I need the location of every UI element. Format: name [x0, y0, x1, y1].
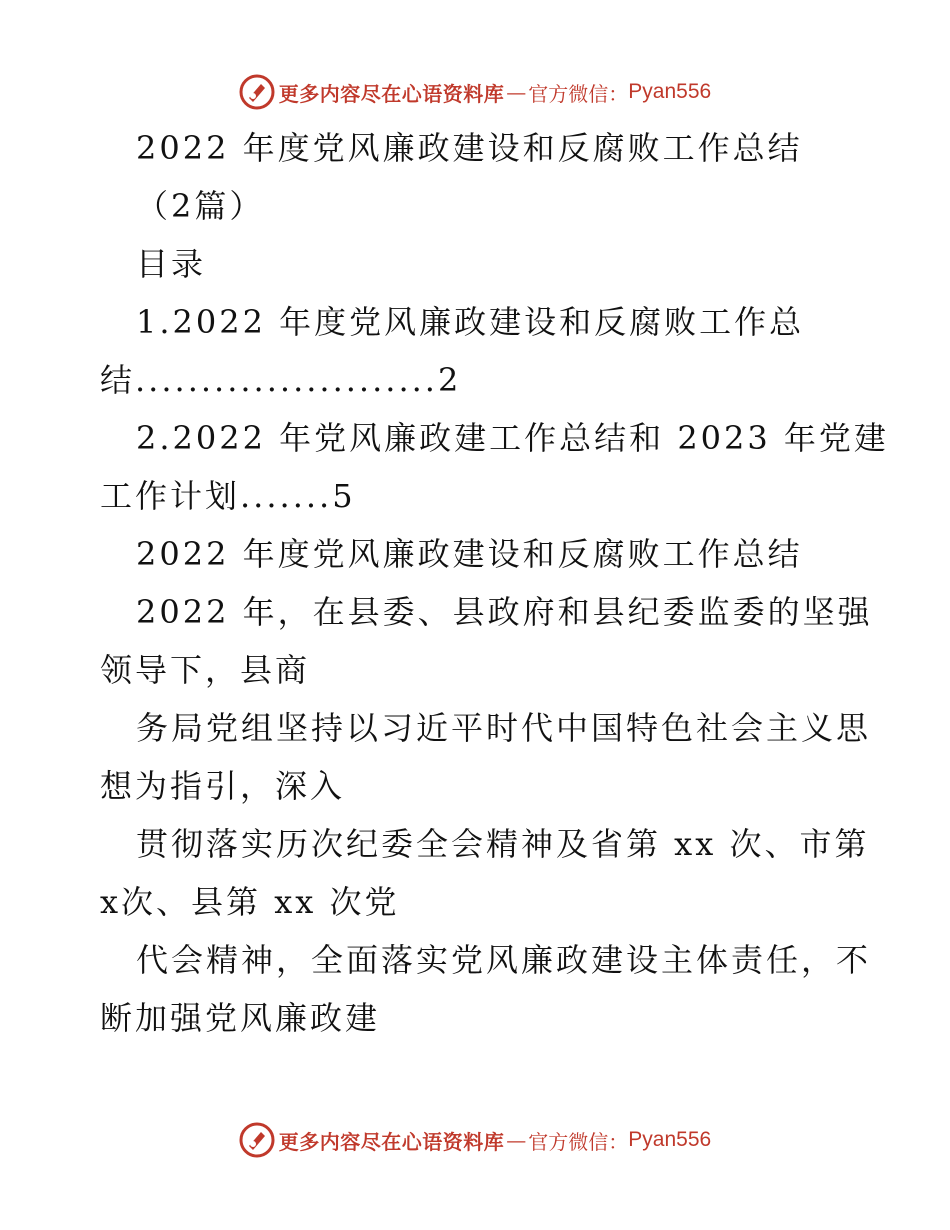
banner-text: 更多内容尽在心语资料库: [278, 81, 505, 106]
paragraph-1-line-1: 2022 年，在县委、县政府和县纪委监委的坚强: [136, 593, 873, 631]
banner-text: 更多内容尽在心语资料库: [278, 1129, 505, 1154]
header-banner: [0, 72, 950, 112]
banner-sub: 官方微信：: [528, 81, 629, 106]
toc-item-2-line-1: 2.2022 年党风廉政建工作总结和 2023 年党建: [136, 419, 889, 457]
banner-sub: 官方微信：: [528, 1129, 629, 1154]
paragraph-3-line-1: 贯彻落实历次纪委全会精神及省第 xx 次、市第: [136, 825, 870, 863]
toc-item-1-line-2: 结.......................2: [100, 361, 462, 399]
paragraph-2-line-2: 想为指引，深入: [100, 767, 346, 805]
footer-banner: [0, 1120, 950, 1160]
banner-id: Pyan556: [628, 1128, 712, 1151]
paragraph-4-line-2: 断加强党风廉政建: [100, 999, 381, 1037]
doc-subtitle: （2篇）: [136, 187, 265, 225]
toc-heading: 目录: [136, 245, 207, 283]
paragraph-2-line-1: 务局党组坚持以习近平时代中国特色社会主义思: [136, 709, 872, 747]
paragraph-1-line-2: 领导下，县商: [100, 651, 311, 689]
banner-dash: —: [506, 80, 527, 104]
logo-icon: [239, 74, 275, 110]
toc-item-1-line-1: 1.2022 年度党风廉政建设和反腐败工作总: [136, 303, 805, 341]
paragraph-3-line-2: x次、县第 xx 次党: [100, 883, 400, 921]
logo-icon: [239, 1122, 275, 1158]
section-title: 2022 年度党风廉政建设和反腐败工作总结: [136, 535, 803, 573]
doc-title: 2022 年度党风廉政建设和反腐败工作总结: [136, 129, 803, 167]
banner-id: Pyan556: [628, 80, 712, 103]
toc-item-2-line-2: 工作计划.......5: [100, 477, 356, 515]
paragraph-4-line-1: 代会精神，全面落实党风廉政建设主体责任，不: [136, 941, 872, 979]
banner-dash: —: [506, 1128, 527, 1152]
